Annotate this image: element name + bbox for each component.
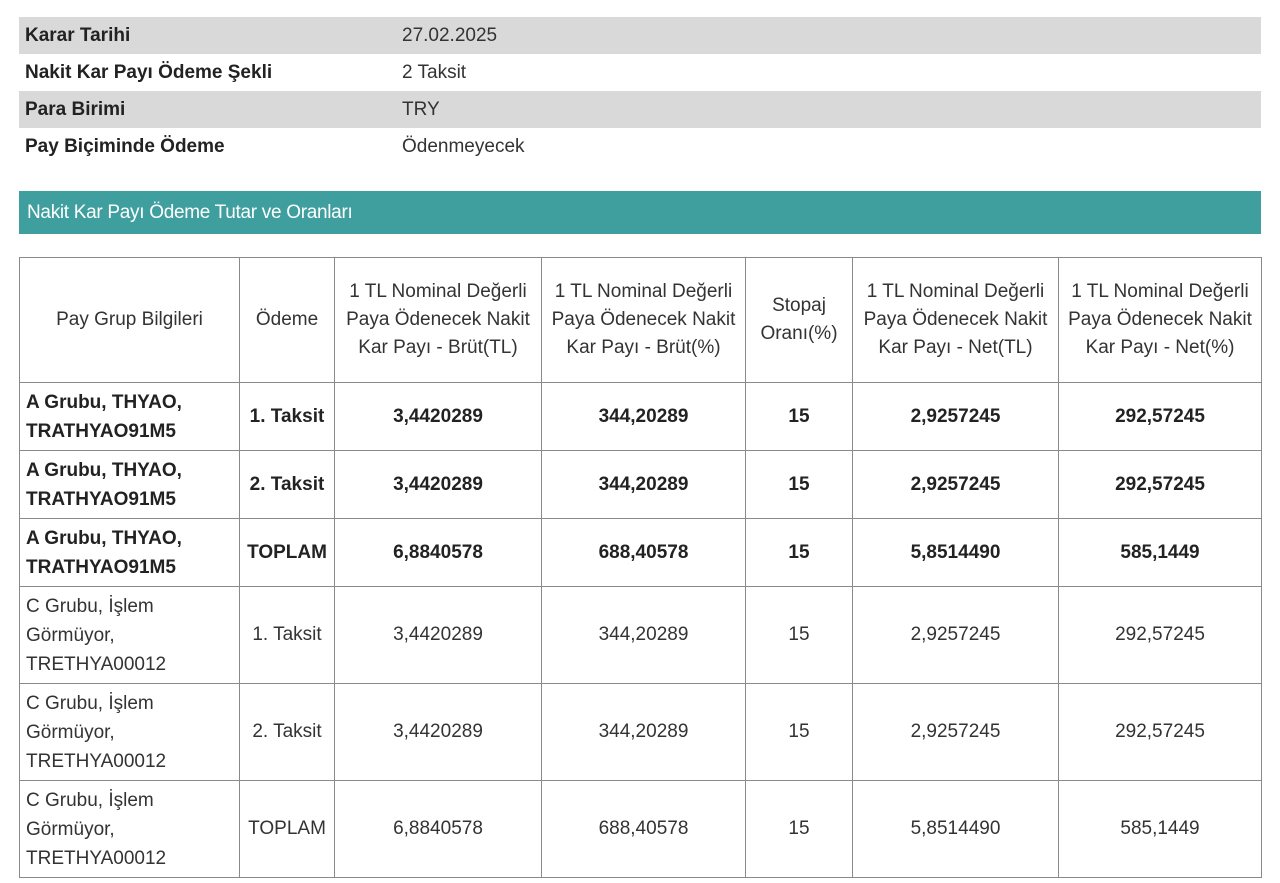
table-row: [20, 684, 1262, 781]
cell-payment: 1. Taksit: [240, 383, 335, 451]
header-withholding: Stopaj Oranı(%): [746, 258, 853, 383]
cell-net-tl: 2,9257245: [853, 451, 1059, 519]
cell-net-tl: 2,9257245: [853, 587, 1059, 684]
cell-withholding: 15: [746, 684, 853, 781]
info-row-share-payment: [19, 128, 1261, 165]
header-group-info: Pay Grup Bilgileri: [20, 258, 240, 383]
cell-net-tl: 5,8514490: [853, 519, 1059, 587]
info-label: Karar Tarihi: [19, 17, 396, 54]
info-label: Para Birimi: [19, 91, 396, 128]
cell-gross-tl: 3,4420289: [335, 684, 542, 781]
cell-net-pct: 292,57245: [1059, 684, 1262, 781]
table-row: [20, 781, 1262, 878]
table-row: [20, 587, 1262, 684]
dividend-rates-table: [19, 257, 1262, 878]
cell-gross-tl: 6,8840578: [335, 781, 542, 878]
info-row-currency: [19, 91, 1261, 128]
cell-payment: 1. Taksit: [240, 587, 335, 684]
cell-gross-tl: 3,4420289: [335, 451, 542, 519]
cell-gross-pct: 344,20289: [542, 451, 746, 519]
info-row-payment-method: [19, 54, 1261, 91]
info-label: Nakit Kar Payı Ödeme Şekli: [25, 61, 273, 83]
cell-payment: 2. Taksit: [240, 684, 335, 781]
cell-group: A Grubu, THYAO, TRATHYAO91M5: [20, 383, 240, 451]
cell-gross-pct: 344,20289: [542, 684, 746, 781]
cell-payment: 2. Taksit: [240, 451, 335, 519]
cell-net-tl: 2,9257245: [853, 383, 1059, 451]
cell-withholding: 15: [746, 451, 853, 519]
cell-gross-pct: 344,20289: [542, 383, 746, 451]
cell-net-pct: 585,1449: [1059, 519, 1262, 587]
info-value: Ödenmeyecek: [402, 135, 525, 157]
header-net-pct: 1 TL Nominal Değerli Paya Ödenecek Nakit Kar Payı - Net(%): [1059, 258, 1262, 383]
cell-net-pct: 292,57245: [1059, 451, 1262, 519]
cell-group: A Grubu, THYAO, TRATHYAO91M5: [20, 451, 240, 519]
cell-group: C Grubu, İşlem Görmüyor, TRETHYA00012: [20, 587, 240, 684]
cell-withholding: 15: [746, 519, 853, 587]
header-net-tl: 1 TL Nominal Değerli Paya Ödenecek Nakit Kar Payı - Net(TL): [853, 258, 1059, 383]
cell-net-pct: 585,1449: [1059, 781, 1262, 878]
cell-group: C Grubu, İşlem Görmüyor, TRETHYA00012: [20, 684, 240, 781]
info-value: TRY: [396, 91, 1261, 128]
cell-gross-tl: 3,4420289: [335, 383, 542, 451]
cell-gross-pct: 688,40578: [542, 781, 746, 878]
cell-net-tl: 2,9257245: [853, 684, 1059, 781]
info-value: 27.02.2025: [396, 17, 1261, 54]
cell-payment: TOPLAM: [240, 519, 335, 587]
table-row: [20, 451, 1262, 519]
cell-payment: TOPLAM: [240, 781, 335, 878]
dividend-info-table: [19, 17, 1261, 165]
header-gross-pct: 1 TL Nominal Değerli Paya Ödenecek Nakit Kar Payı - Brüt(%): [542, 258, 746, 383]
header-payment: Ödeme: [240, 258, 335, 383]
header-gross-tl: 1 TL Nominal Değerli Paya Ödenecek Nakit Kar Payı - Brüt(TL): [335, 258, 542, 383]
info-row-decision-date: [19, 17, 1261, 54]
table-header-row: [20, 258, 1262, 383]
cell-withholding: 15: [746, 781, 853, 878]
cell-gross-pct: 344,20289: [542, 587, 746, 684]
info-label: Pay Biçiminde Ödeme: [25, 135, 225, 157]
cell-gross-tl: 6,8840578: [335, 519, 542, 587]
cell-withholding: 15: [746, 587, 853, 684]
cell-gross-tl: 3,4420289: [335, 587, 542, 684]
cell-group: C Grubu, İşlem Görmüyor, TRETHYA00012: [20, 781, 240, 878]
cell-net-pct: 292,57245: [1059, 587, 1262, 684]
cell-gross-pct: 688,40578: [542, 519, 746, 587]
table-row: [20, 383, 1262, 451]
cell-net-tl: 5,8514490: [853, 781, 1059, 878]
table-row: [20, 519, 1262, 587]
cell-withholding: 15: [746, 383, 853, 451]
info-value: 2 Taksit: [402, 61, 467, 83]
section-banner: Nakit Kar Payı Ödeme Tutar ve Oranları: [19, 191, 1261, 234]
cell-net-pct: 292,57245: [1059, 383, 1262, 451]
cell-group: A Grubu, THYAO, TRATHYAO91M5: [20, 519, 240, 587]
